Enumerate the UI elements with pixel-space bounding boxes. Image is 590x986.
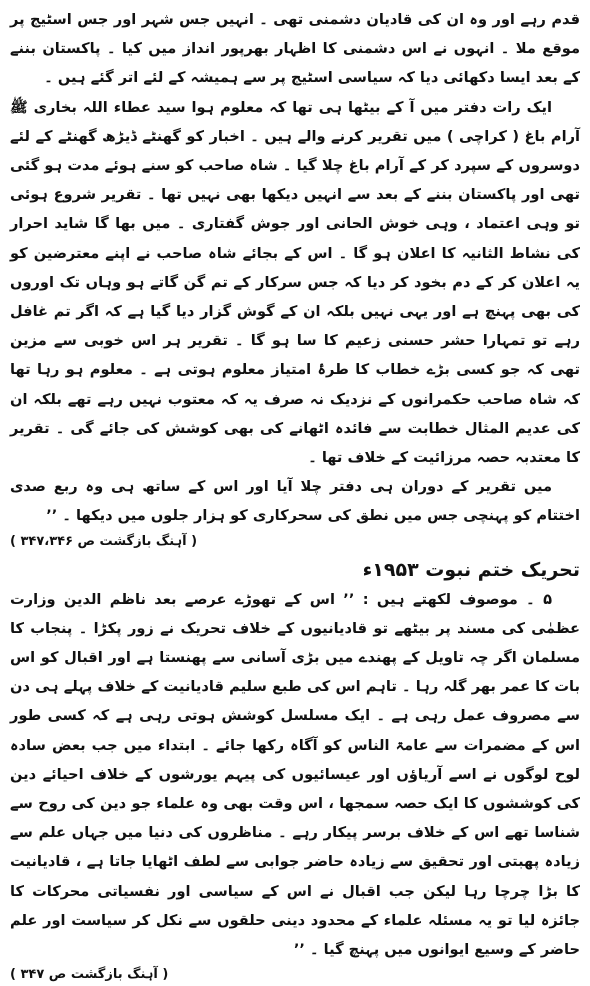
reference-2: ( آہنگ بازگشت ص ۳۴۷ ) xyxy=(10,967,169,983)
paragraph-4-text: موصوف لکھتے ہیں : ’’ اس کے تھوڑے عرصے بعد ناظم الدین وزارت عظمٰی کی مسند پر بیٹھے تو قادیانیوں کے خلاف تحریک نے زور پکڑا ۔ پنجاب کا مسلمان اگر چہ تاویل کے پھندے میں بڑی آسانی سے پھنستا ہے اور اقبال کو اس بات کا عمر بھر گلہ رہا ۔ تاہم اس کی طبع سلیم قادیانیت کے خلاف پہلے ہی دن سے مصروف عمل رہی ہے ۔ ایک مسلسل کوشش ہوتی رہی ہے کہ کسی طور اس کے مضمرات سے عامۃ الناس کو آگاہ رکھا جائے ۔ ابتداء میں جب بعض سادہ لوح لوگوں نے اسے آریاؤں اور عیسائیوں کی پیہم یورشوں کے خلاف احیائے دین کی کوششوں کا ایک حصہ سمجھا ، اس وقت بھی وہ علماء جو دین کی روح سے شناسا تھے اس کے خلاف برسر پیکار رہے ۔ مناظروں کی دنیا میں جہاں علم سے زیادہ پھبتی اور تحقیق سے زیادہ حاضر جوابی سے لطف اٹھایا جاتا ہے ، قادیانیت کا بڑا چرچا رہا لیکن جب اقبال نے اس کے سیاسی اور نفسیاتی محرکات کا جائزہ لیا تو یہ مسئلہ علماء کے محدود دینی حلقوں سے نکل کر سیاست اور علم حاضر کے وسیع ایوانوں میں پہنچ گیا ۔ ’’ xyxy=(10,590,581,959)
paragraph-number: ۵ ۔ xyxy=(526,590,552,608)
paragraph-1: قدم رہے اور وہ ان کی قادیان دشمنی تھی ۔ انہیں جس شہر اور جس اسٹیج پر موقع ملا ۔ انہوں نے اس دشمنی کا اظہار بھرپور انداز میں کیا ۔ پاکستان بننے کے بعد ایسا دکھائی دیا کہ سیاسی اسٹیج پر سے ہمیشہ کے لئے اتر گئے ہیں ۔ xyxy=(10,11,580,87)
paragraph-3: میں تقریر کے دوران ہی دفتر چلا آیا اور اس کے ساتھ ہی وہ ربع صدی اختتام کو پہنچی جس میں نطق کی سحرکاری کو ہزار جلوں میں دیکھا ۔ ’’ xyxy=(10,478,580,525)
document-page xyxy=(10,5,581,983)
reference-1: ( آہنگ بازگشت ص ۳۴۷،۳۴۶ ) xyxy=(10,533,198,549)
section-heading: تحریک ختم نبوت ۱۹۵۳ء xyxy=(362,558,580,581)
paragraph-2: ایک رات دفتر میں آ کے بیٹھا ہی تھا کہ معلوم ہوا سید عطاء اللہ بخاری ﷺ آرام باغ ( کراچی ) میں تقریر کرنے والے ہیں ۔ اخبار کو گھنٹے ڈیڑھ گھنٹے کے لئے دوسروں کے سپرد کر کے آرام باغ چلا گیا ۔ شاہ صاحب کو سنے ہوئے مدت ہو گئی تھی اور پاکستان بننے کے بعد سے انہیں دیکھا بھی نہیں تھا ۔ تقریر شروع ہوئی تو وہی اعتماد ، وہی خوش الحانی اور جوش گفتاری ۔ میں بھا گا شاید احرار کی نشاط الثانیہ کا اعلان ہو گا ۔ اس کے بجائے شاہ صاحب نے اپنے معترضین کو یہ اعلان کر کے دم بخود کر دیا کہ جس سرکار کے تم گن گاتے ہو وہاں تک اوروں کی بھی پہنچ ہے اور یہی نہیں بلکہ ان کے گوش گزار دیا گیا ہے کہ اگر تم غافل رہے تو تمہارا حشر حسنی زعیم کا سا ہو گا ۔ تقریر ہر اس خوبی سے مزین تھی کہ جو کسی بڑے خطاب کا طرۂ امتیاز معلوم ہوتی ہے ۔ معلوم ہو رہا تھا کہ شاہ صاحب حکمرانوں کے نزدیک نہ صرف یہ کہ معتوب نہیں رہے تھے بلکہ ان کی عدیم المثال خطابت سے فائدہ اٹھانے کی بھی کوشش کی جائے گی ۔ تقریر کا معتدبہ حصہ مرزائیت کے خلاف تھا ۔ xyxy=(10,98,580,467)
paragraph-4 xyxy=(10,585,580,965)
